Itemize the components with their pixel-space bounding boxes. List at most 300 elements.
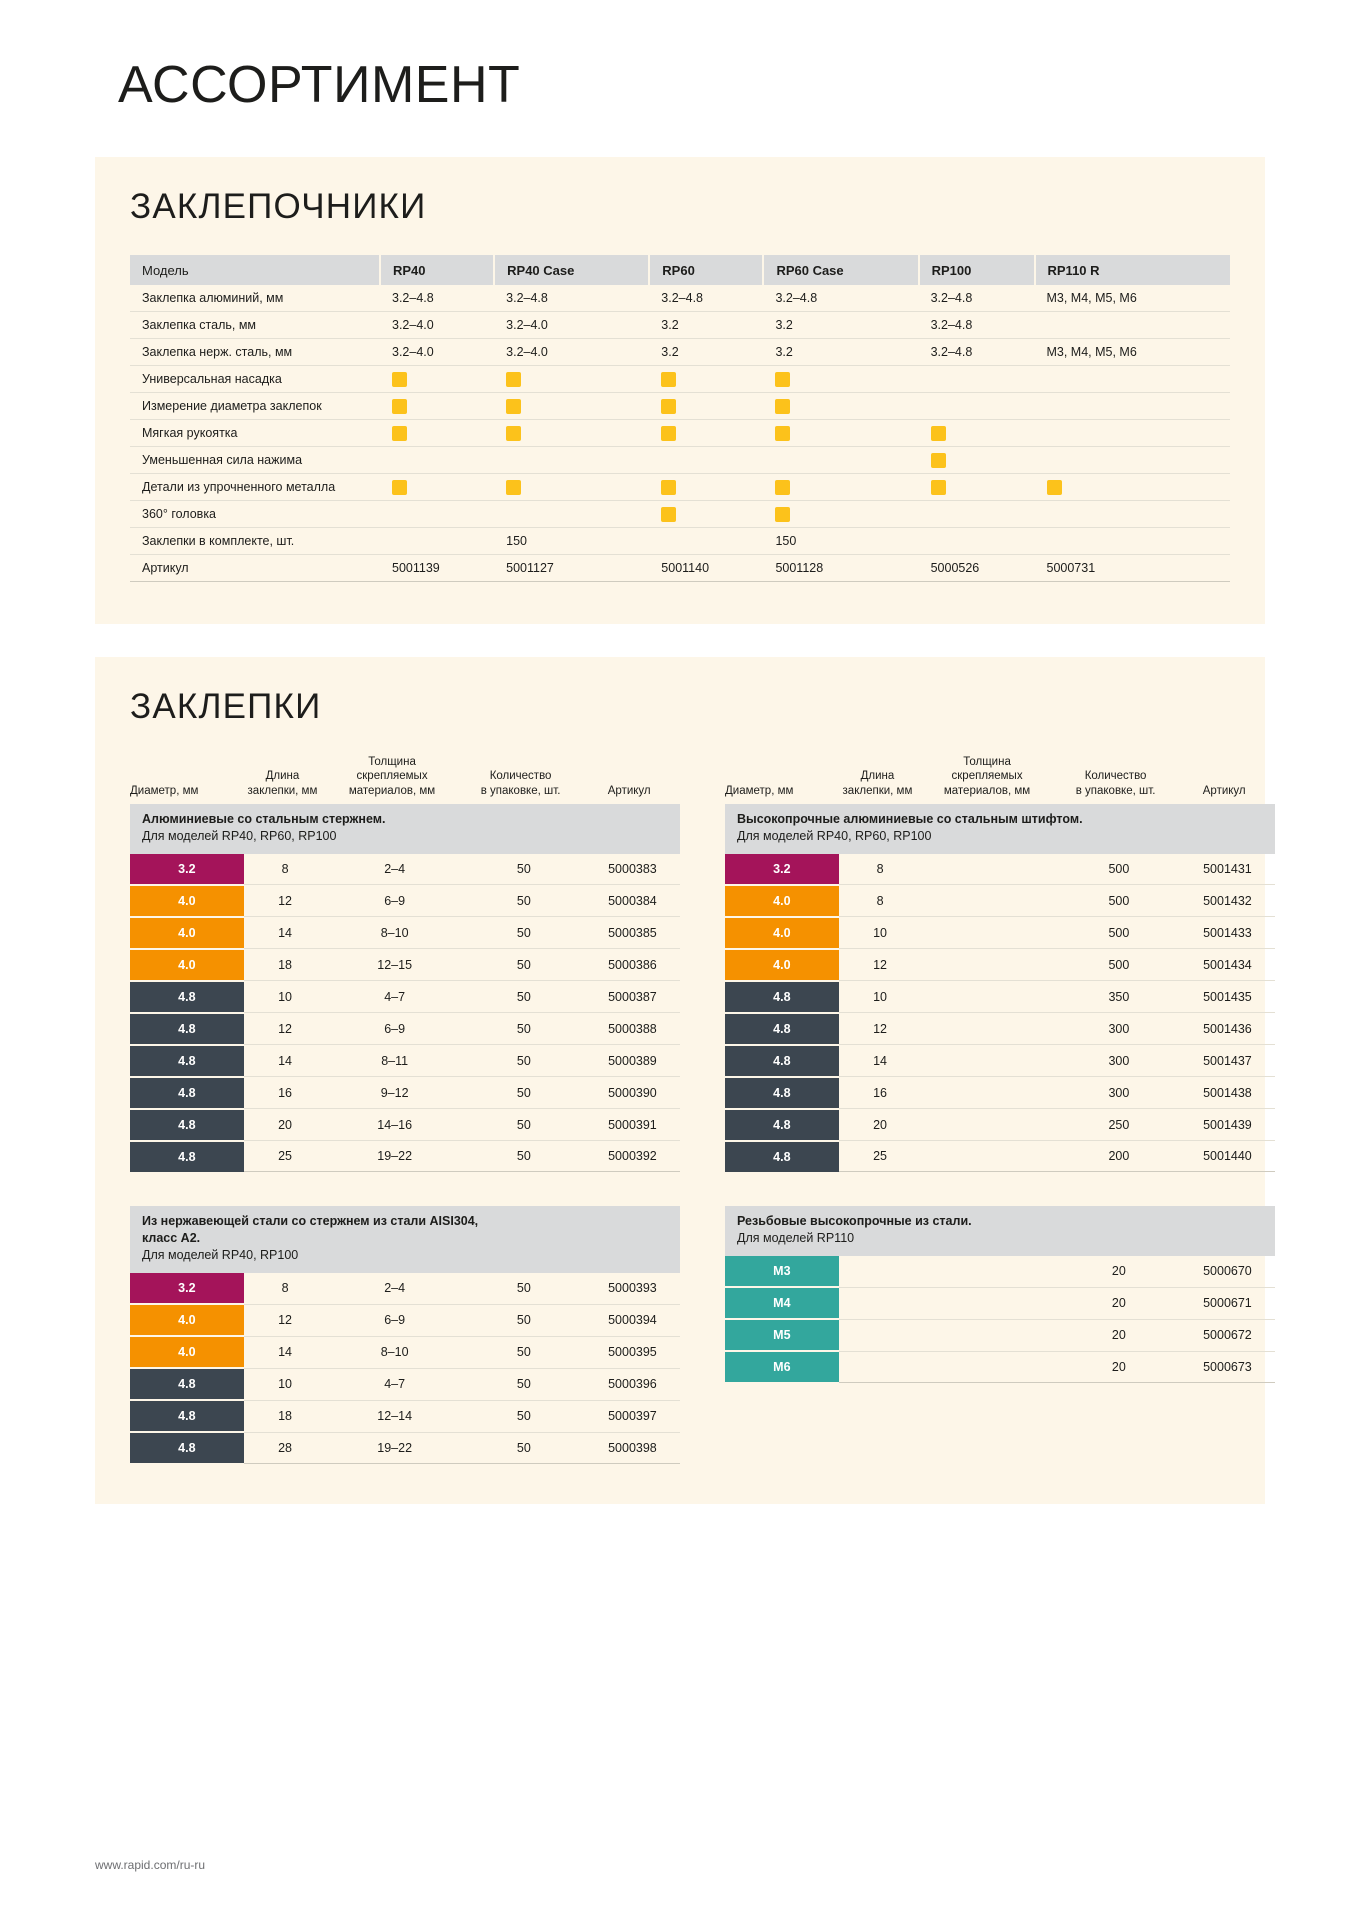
- riveters-row-label: Уменьшенная сила нажима: [130, 447, 380, 474]
- riveters-table-body: [130, 285, 1230, 582]
- rivet-diameter-cell: 4.8: [130, 981, 244, 1013]
- rivets-column-headers-right: [725, 755, 1275, 804]
- rivet-empty-cell: [921, 1013, 1057, 1045]
- rivet-empty-cell: [921, 917, 1057, 949]
- riveters-col-header-0: Модель: [130, 255, 380, 285]
- table-row: [130, 1077, 680, 1109]
- rivets-column-right: [725, 755, 1275, 1464]
- rivet-length-cell: [839, 1287, 922, 1319]
- table-row: [725, 885, 1275, 917]
- rivet-article-cell: 5001436: [1180, 1013, 1275, 1045]
- rivet-diameter-cell: 4.8: [130, 1432, 244, 1463]
- riveters-feature-cell: [649, 501, 763, 528]
- rivet-quantity-cell: 300: [1058, 1077, 1180, 1109]
- rivet-quantity-cell: 50: [463, 1013, 585, 1045]
- rivet-quantity-cell: 50: [463, 854, 585, 885]
- rivet-article-cell: 5001434: [1180, 949, 1275, 981]
- rivet-length-cell: 12: [244, 885, 327, 917]
- rivet-diameter-cell: 4.8: [130, 1368, 244, 1400]
- rivet-quantity-cell: 250: [1058, 1109, 1180, 1141]
- riveters-feature-cell: [649, 366, 763, 393]
- rivet-thickness-cell: 4–7: [326, 1368, 462, 1400]
- rivet-diameter-cell: 4.8: [130, 1141, 244, 1172]
- rivet-length-cell: 16: [839, 1077, 922, 1109]
- table-row: [130, 474, 1230, 501]
- check-square-icon: [506, 480, 521, 495]
- riveters-col-header-4: RP60 Case: [763, 255, 918, 285]
- riveters-row-label: Заклепка сталь, мм: [130, 312, 380, 339]
- header-thickness-line3: материалов, мм: [943, 784, 1031, 797]
- rivets-block-title-main: Из нержавеющей стали со стержнем из стали AISI304,: [142, 1214, 479, 1229]
- rivet-length-cell: 12: [839, 1013, 922, 1045]
- riveters-section: [95, 157, 1265, 624]
- rivet-empty-cell: [921, 981, 1057, 1013]
- table-row: [725, 1013, 1275, 1045]
- table-row: [725, 1045, 1275, 1077]
- riveters-value-cell: 5001128: [763, 555, 918, 582]
- rivet-length-cell: 18: [244, 949, 327, 981]
- rivet-quantity-cell: 50: [463, 885, 585, 917]
- rivet-article-cell: 5001437: [1180, 1045, 1275, 1077]
- rivet-length-cell: 18: [244, 1400, 327, 1432]
- rivet-article-cell: 5000397: [585, 1400, 680, 1432]
- riveters-value-cell: 3.2–4.0: [494, 312, 649, 339]
- rivet-article-cell: 5000392: [585, 1141, 680, 1172]
- rivet-article-cell: 5000383: [585, 854, 680, 885]
- riveters-value-cell: 5001127: [494, 555, 649, 582]
- table-row: [725, 1256, 1275, 1287]
- rivet-article-cell: 5000393: [585, 1273, 680, 1304]
- rivet-diameter-cell: 4.8: [130, 1077, 244, 1109]
- rivet-quantity-cell: 50: [463, 1045, 585, 1077]
- rivet-diameter-cell: 3.2: [130, 854, 244, 885]
- rivet-thickness-cell: 9–12: [326, 1077, 462, 1109]
- riveters-table-head: [130, 255, 1230, 285]
- riveters-feature-cell: [763, 366, 918, 393]
- riveters-feature-cell: [919, 447, 1035, 474]
- rivet-length-cell: 8: [839, 854, 922, 885]
- table-header-row: [130, 255, 1230, 285]
- check-square-icon: [392, 372, 407, 387]
- riveters-feature-cell: [380, 474, 494, 501]
- rivet-thickness-cell: 8–11: [326, 1045, 462, 1077]
- header-article: Артикул: [1202, 784, 1246, 797]
- header-qty-line1: Количество: [489, 770, 552, 783]
- rivet-empty-cell: [921, 1319, 1057, 1351]
- riveters-row-label: Детали из упрочненного металла: [130, 474, 380, 501]
- table-row: [130, 285, 1230, 312]
- check-square-icon: [392, 480, 407, 495]
- riveters-feature-cell: [494, 474, 649, 501]
- header-diameter: Диаметр, мм: [130, 784, 199, 797]
- rivet-empty-cell: [921, 1109, 1057, 1141]
- table-row: [725, 1287, 1275, 1319]
- table-row: [130, 339, 1230, 366]
- rivet-diameter-cell: 4.8: [725, 1141, 839, 1172]
- rivet-quantity-cell: 200: [1058, 1141, 1180, 1172]
- rivet-length-cell: [839, 1351, 922, 1382]
- check-square-icon: [775, 507, 790, 522]
- rivet-length-cell: 8: [244, 854, 327, 885]
- rivet-length-cell: 20: [244, 1109, 327, 1141]
- riveters-feature-cell: [919, 501, 1035, 528]
- riveters-table: [130, 255, 1230, 582]
- riveters-feature-cell: [380, 393, 494, 420]
- check-square-icon: [661, 480, 676, 495]
- table-row: [130, 1273, 680, 1304]
- table-row: [725, 854, 1275, 885]
- header-length-line1: Длина: [265, 770, 300, 783]
- rivet-length-cell: 10: [839, 981, 922, 1013]
- riveters-value-cell: 5000526: [919, 555, 1035, 582]
- check-square-icon: [506, 372, 521, 387]
- riveters-feature-cell: [919, 420, 1035, 447]
- riveters-value-cell: 3.2: [649, 312, 763, 339]
- rivets-column-headers-left: [130, 755, 680, 804]
- riveters-value-cell: [1035, 528, 1231, 555]
- table-row: [130, 1336, 680, 1368]
- riveters-feature-cell: [380, 366, 494, 393]
- rivets-section: [95, 657, 1265, 1504]
- rivet-article-cell: 5000385: [585, 917, 680, 949]
- riveters-feature-cell: [649, 393, 763, 420]
- riveters-row-label: Артикул: [130, 555, 380, 582]
- rivets-block-title-sub: Для моделей RP40, RP60, RP100: [737, 829, 932, 843]
- rivet-length-cell: 12: [244, 1013, 327, 1045]
- table-row: [130, 885, 680, 917]
- riveters-value-cell: 3.2–4.8: [494, 285, 649, 312]
- riveters-col-header-2: RP40 Case: [494, 255, 649, 285]
- rivet-length-cell: 8: [839, 885, 922, 917]
- rivet-quantity-cell: 50: [463, 981, 585, 1013]
- riveters-value-cell: 3.2–4.8: [919, 312, 1035, 339]
- rivet-article-cell: 5000396: [585, 1368, 680, 1400]
- riveters-feature-cell: [649, 474, 763, 501]
- riveters-feature-cell: [919, 366, 1035, 393]
- footer-url: www.rapid.com/ru-ru: [95, 1858, 206, 1872]
- header-qty-line2: в упаковке, шт.: [1075, 784, 1156, 797]
- rivet-diameter-cell: 4.0: [725, 949, 839, 981]
- check-square-icon: [1047, 480, 1062, 495]
- rivet-empty-cell: [921, 949, 1057, 981]
- check-square-icon: [661, 372, 676, 387]
- riveters-feature-cell: [763, 420, 918, 447]
- header-thickness-line1: Толщина: [368, 756, 416, 768]
- rivet-length-cell: 20: [839, 1109, 922, 1141]
- rivet-article-cell: 5000394: [585, 1304, 680, 1336]
- check-square-icon: [775, 372, 790, 387]
- rivet-empty-cell: [921, 1256, 1057, 1287]
- riveters-feature-cell: [1035, 366, 1231, 393]
- rivet-quantity-cell: 50: [463, 1304, 585, 1336]
- rivet-diameter-cell: 4.0: [130, 917, 244, 949]
- rivet-length-cell: 8: [244, 1273, 327, 1304]
- rivet-thickness-cell: 12–14: [326, 1400, 462, 1432]
- rivets-block-title: [725, 804, 1275, 854]
- riveters-value-cell: 3.2–4.8: [919, 285, 1035, 312]
- table-row: [130, 1432, 680, 1463]
- rivets-column-left: [130, 755, 680, 1464]
- rivet-quantity-cell: 300: [1058, 1013, 1180, 1045]
- rivet-thickness-cell: 19–22: [326, 1432, 462, 1463]
- rivet-length-cell: 25: [244, 1141, 327, 1172]
- rivet-article-cell: 5000671: [1180, 1287, 1275, 1319]
- riveters-feature-cell: [380, 420, 494, 447]
- table-row: [130, 420, 1230, 447]
- rivet-thickness-cell: 4–7: [326, 981, 462, 1013]
- rivet-diameter-cell: 4.8: [725, 1013, 839, 1045]
- riveters-feature-cell: [1035, 393, 1231, 420]
- rivet-diameter-cell: 4.8: [725, 1045, 839, 1077]
- riveters-value-cell: [380, 528, 494, 555]
- rivet-length-cell: 28: [244, 1432, 327, 1463]
- rivet-empty-cell: [921, 885, 1057, 917]
- riveters-feature-cell: [919, 393, 1035, 420]
- check-square-icon: [392, 426, 407, 441]
- check-square-icon: [506, 399, 521, 414]
- table-row: [130, 949, 680, 981]
- rivet-quantity-cell: 500: [1058, 917, 1180, 949]
- rivets-table-stainless: [130, 1273, 680, 1464]
- rivet-article-cell: 5000395: [585, 1336, 680, 1368]
- table-row: [130, 393, 1230, 420]
- rivets-block-title-main: Высокопрочные алюминиевые со стальным штифтом.: [737, 812, 1083, 827]
- rivet-quantity-cell: 50: [463, 949, 585, 981]
- header-thickness-line1: Толщина: [963, 756, 1011, 768]
- rivet-diameter-cell: 4.8: [130, 1013, 244, 1045]
- check-square-icon: [661, 399, 676, 414]
- check-square-icon: [661, 507, 676, 522]
- riveters-value-cell: 150: [763, 528, 918, 555]
- riveters-value-cell: 150: [494, 528, 649, 555]
- riveters-value-cell: 3.2: [763, 339, 918, 366]
- rivets-block-title-sub: Для моделей RP110: [737, 1231, 855, 1246]
- rivet-diameter-cell: M6: [725, 1351, 839, 1382]
- rivet-article-cell: 5000398: [585, 1432, 680, 1463]
- header-article: Артикул: [607, 784, 651, 797]
- header-length-line1: Длина: [860, 770, 895, 783]
- rivet-thickness-cell: 19–22: [326, 1141, 462, 1172]
- riveters-feature-cell: [1035, 474, 1231, 501]
- rivets-table-threaded: [725, 1256, 1275, 1383]
- check-square-icon: [931, 426, 946, 441]
- riveters-value-cell: 5001139: [380, 555, 494, 582]
- riveters-row-label: Универсальная насадка: [130, 366, 380, 393]
- table-row: [130, 528, 1230, 555]
- block-spacer: [725, 1172, 1275, 1206]
- riveters-value-cell: 5001140: [649, 555, 763, 582]
- rivets-block-title-sub: Для моделей RP40, RP100: [142, 1248, 299, 1263]
- rivet-length-cell: 10: [244, 981, 327, 1013]
- rivet-length-cell: [839, 1256, 922, 1287]
- rivet-diameter-cell: 3.2: [725, 854, 839, 885]
- rivet-article-cell: 5001433: [1180, 917, 1275, 949]
- rivet-empty-cell: [921, 1077, 1057, 1109]
- rivet-article-cell: 5000390: [585, 1077, 680, 1109]
- rivet-article-cell: 5000391: [585, 1109, 680, 1141]
- riveters-feature-cell: [763, 474, 918, 501]
- rivet-empty-cell: [921, 1351, 1057, 1382]
- check-square-icon: [931, 480, 946, 495]
- riveters-feature-cell: [763, 501, 918, 528]
- table-row: [725, 1141, 1275, 1172]
- table-row: [725, 917, 1275, 949]
- riveters-feature-cell: [763, 393, 918, 420]
- rivet-diameter-cell: 4.8: [130, 1109, 244, 1141]
- riveters-feature-cell: [1035, 501, 1231, 528]
- riveters-value-cell: [919, 528, 1035, 555]
- rivet-length-cell: 14: [244, 917, 327, 949]
- riveters-value-cell: 3.2: [649, 339, 763, 366]
- rivet-quantity-cell: 500: [1058, 885, 1180, 917]
- riveters-value-cell: [649, 528, 763, 555]
- rivet-article-cell: 5000386: [585, 949, 680, 981]
- riveters-feature-cell: [494, 420, 649, 447]
- check-square-icon: [661, 426, 676, 441]
- rivets-columns: [130, 755, 1252, 1464]
- rivet-diameter-cell: 4.8: [130, 1400, 244, 1432]
- rivets-table-aluminium: [130, 854, 680, 1173]
- rivet-thickness-cell: 6–9: [326, 1013, 462, 1045]
- table-row: [725, 981, 1275, 1013]
- rivet-quantity-cell: 20: [1058, 1351, 1180, 1382]
- riveters-feature-cell: [380, 447, 494, 474]
- riveters-row-label: Измерение диаметра заклепок: [130, 393, 380, 420]
- rivet-quantity-cell: 50: [463, 917, 585, 949]
- rivet-length-cell: 14: [244, 1045, 327, 1077]
- rivet-quantity-cell: 20: [1058, 1319, 1180, 1351]
- riveters-value-cell: 3.2–4.8: [380, 285, 494, 312]
- rivet-diameter-cell: 4.0: [130, 1304, 244, 1336]
- rivets-block-title: [130, 1206, 680, 1273]
- riveters-value-cell: 3.2: [763, 312, 918, 339]
- rivet-thickness-cell: 6–9: [326, 1304, 462, 1336]
- rivet-diameter-cell: 4.8: [725, 1109, 839, 1141]
- rivet-quantity-cell: 50: [463, 1109, 585, 1141]
- rivet-length-cell: 25: [839, 1141, 922, 1172]
- rivet-quantity-cell: 20: [1058, 1287, 1180, 1319]
- riveters-heading: ЗАКЛЕПОЧНИКИ: [130, 187, 427, 226]
- rivet-length-cell: 12: [244, 1304, 327, 1336]
- check-square-icon: [931, 453, 946, 468]
- rivet-quantity-cell: 350: [1058, 981, 1180, 1013]
- rivet-quantity-cell: 50: [463, 1368, 585, 1400]
- rivets-block-title-main: Алюминиевые со стальным стержнем.: [142, 812, 386, 827]
- table-row: [130, 917, 680, 949]
- riveters-row-label: Заклепки в комплекте, шт.: [130, 528, 380, 555]
- rivet-thickness-cell: 8–10: [326, 1336, 462, 1368]
- rivet-empty-cell: [921, 1287, 1057, 1319]
- table-row: [725, 1319, 1275, 1351]
- riveters-value-cell: [1035, 312, 1231, 339]
- rivet-diameter-cell: 4.8: [130, 1045, 244, 1077]
- table-row: [130, 366, 1230, 393]
- riveters-feature-cell: [494, 393, 649, 420]
- table-row: [130, 981, 680, 1013]
- rivet-article-cell: 5001432: [1180, 885, 1275, 917]
- riveters-value-cell: 3.2–4.8: [919, 339, 1035, 366]
- riveters-value-cell: 3.2–4.0: [380, 312, 494, 339]
- riveters-feature-cell: [494, 501, 649, 528]
- rivet-article-cell: 5001438: [1180, 1077, 1275, 1109]
- riveters-col-header-5: RP100: [919, 255, 1035, 285]
- rivet-article-cell: 5001439: [1180, 1109, 1275, 1141]
- table-row: [725, 1109, 1275, 1141]
- riveters-feature-cell: [919, 474, 1035, 501]
- rivet-length-cell: [839, 1319, 922, 1351]
- block-spacer: [130, 1172, 680, 1206]
- rivet-article-cell: 5000387: [585, 981, 680, 1013]
- riveters-value-cell: 3.2–4.8: [649, 285, 763, 312]
- rivet-quantity-cell: 50: [463, 1273, 585, 1304]
- riveters-value-cell: 3.2–4.0: [494, 339, 649, 366]
- rivet-quantity-cell: 50: [463, 1077, 585, 1109]
- rivet-empty-cell: [921, 1045, 1057, 1077]
- rivet-article-cell: 5000672: [1180, 1319, 1275, 1351]
- rivet-article-cell: 5001435: [1180, 981, 1275, 1013]
- rivet-quantity-cell: 500: [1058, 949, 1180, 981]
- rivets-block-title-main2: класс A2.: [142, 1231, 201, 1246]
- riveters-value-cell: M3, M4, M5, M6: [1035, 339, 1231, 366]
- rivet-length-cell: 10: [244, 1368, 327, 1400]
- rivets-block-title-sub: Для моделей RP40, RP60, RP100: [142, 829, 337, 843]
- table-row: [130, 1109, 680, 1141]
- rivet-length-cell: 12: [839, 949, 922, 981]
- rivet-thickness-cell: 2–4: [326, 854, 462, 885]
- rivet-diameter-cell: 4.0: [130, 1336, 244, 1368]
- rivet-diameter-cell: M4: [725, 1287, 839, 1319]
- check-square-icon: [775, 426, 790, 441]
- table-row: [725, 1077, 1275, 1109]
- header-thickness-line2: скрепляемых: [356, 770, 428, 783]
- rivet-quantity-cell: 20: [1058, 1256, 1180, 1287]
- check-square-icon: [775, 480, 790, 495]
- table-row: [130, 447, 1230, 474]
- rivet-quantity-cell: 500: [1058, 854, 1180, 885]
- table-row: [130, 1013, 680, 1045]
- rivet-quantity-cell: 50: [463, 1400, 585, 1432]
- rivet-diameter-cell: 4.0: [725, 917, 839, 949]
- rivet-empty-cell: [921, 854, 1057, 885]
- header-thickness-line2: скрепляемых: [951, 770, 1023, 783]
- rivet-empty-cell: [921, 1141, 1057, 1172]
- rivet-length-cell: 16: [244, 1077, 327, 1109]
- rivet-diameter-cell: 3.2: [130, 1273, 244, 1304]
- table-row: [130, 1141, 680, 1172]
- table-row: [130, 501, 1230, 528]
- rivet-article-cell: 5000673: [1180, 1351, 1275, 1382]
- check-square-icon: [506, 426, 521, 441]
- riveters-feature-cell: [1035, 420, 1231, 447]
- check-square-icon: [775, 399, 790, 414]
- rivet-article-cell: 5000388: [585, 1013, 680, 1045]
- rivets-block-title-main: Резьбовые высокопрочные из стали.: [737, 1214, 972, 1229]
- table-row: [130, 1368, 680, 1400]
- rivet-diameter-cell: 4.0: [725, 885, 839, 917]
- rivet-article-cell: 5000389: [585, 1045, 680, 1077]
- riveters-col-header-1: RP40: [380, 255, 494, 285]
- rivet-thickness-cell: 12–15: [326, 949, 462, 981]
- rivet-diameter-cell: 4.0: [130, 949, 244, 981]
- rivet-length-cell: 14: [244, 1336, 327, 1368]
- rivet-diameter-cell: M3: [725, 1256, 839, 1287]
- rivet-quantity-cell: 50: [463, 1432, 585, 1463]
- riveters-row-label: Заклепка алюминий, мм: [130, 285, 380, 312]
- header-qty-line1: Количество: [1084, 770, 1147, 783]
- rivet-article-cell: 5001431: [1180, 854, 1275, 885]
- riveters-row-label: 360° головка: [130, 501, 380, 528]
- riveters-value-cell: M3, M4, M5, M6: [1035, 285, 1231, 312]
